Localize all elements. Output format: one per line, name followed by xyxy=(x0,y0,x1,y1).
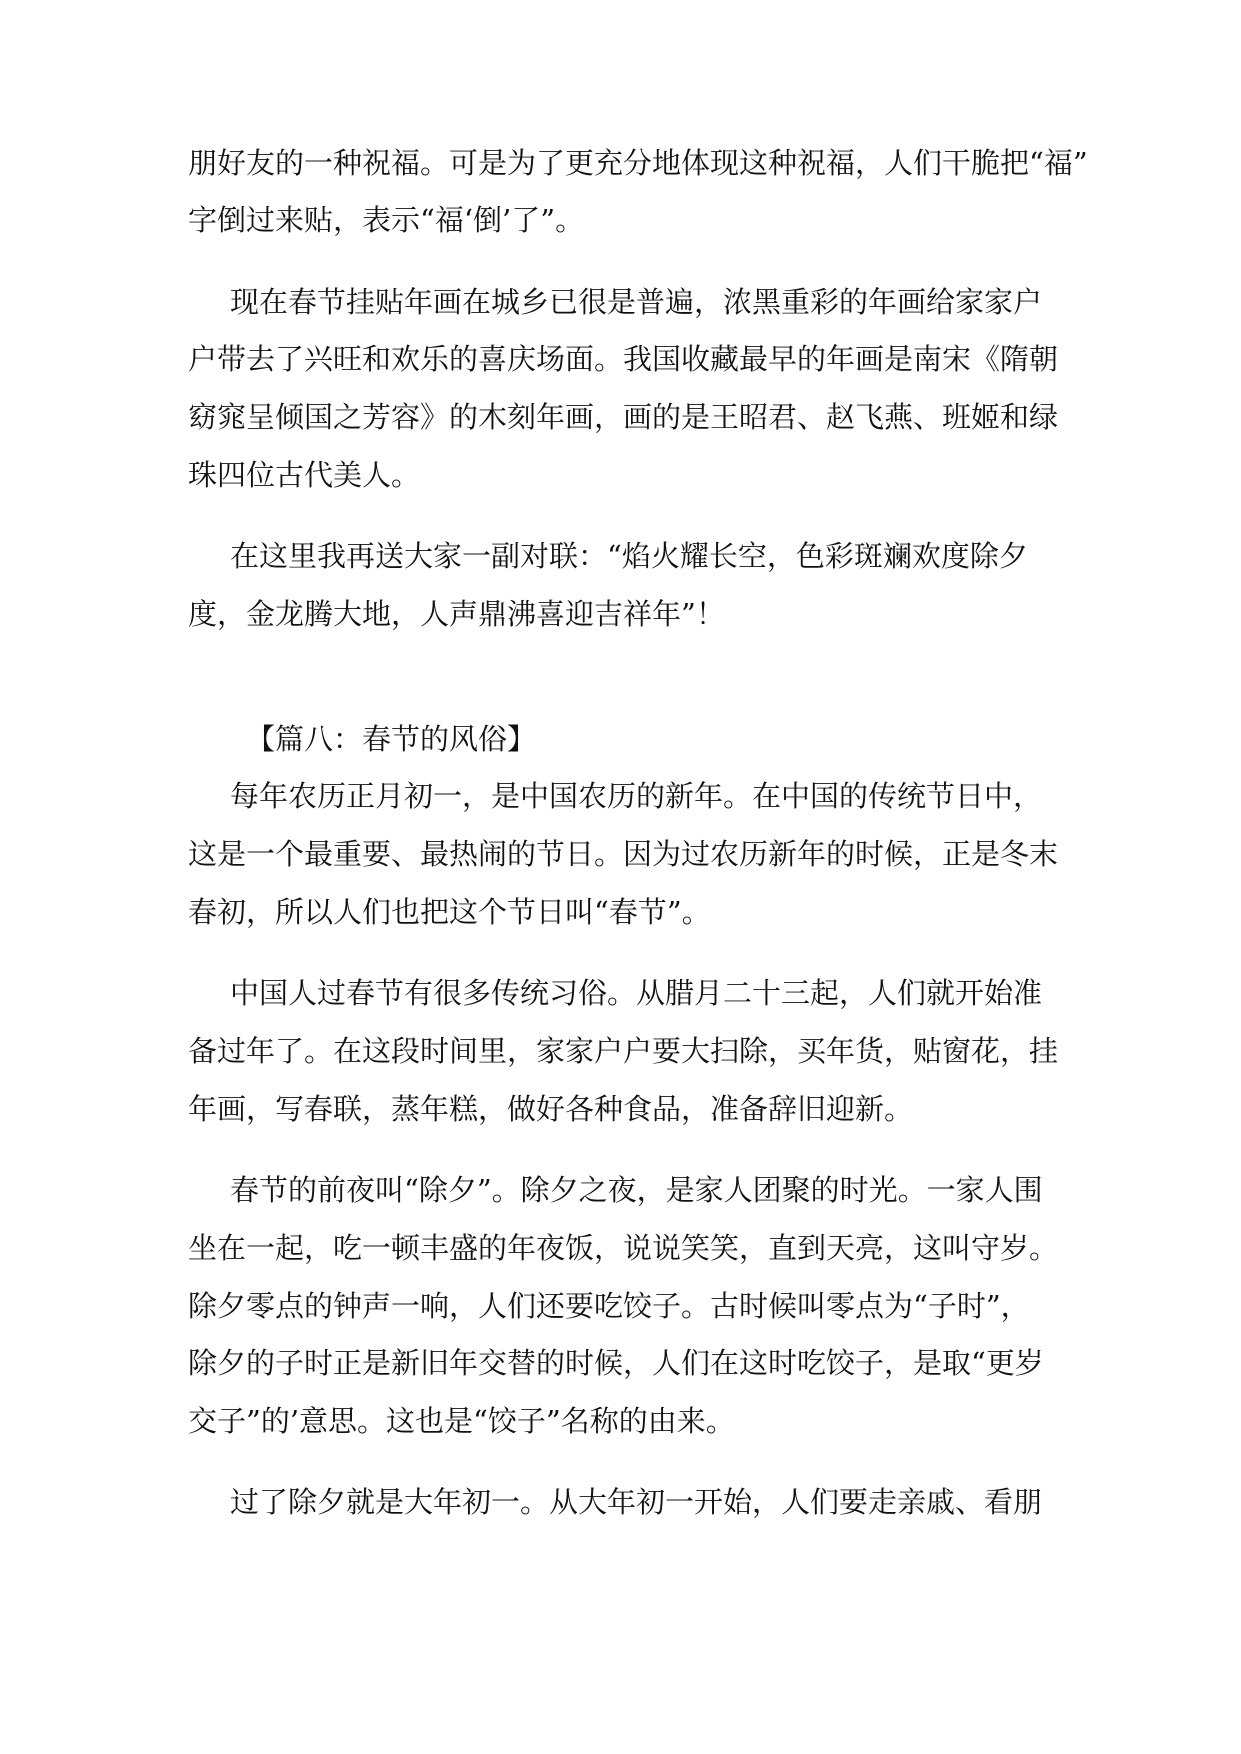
section-heading: 【篇八：春节的风俗】 xyxy=(246,722,537,756)
text-line: 交子”的’意思。这也是“饺子”名称的由来。 xyxy=(188,1404,735,1438)
text-line: 年画，写春联，蒸年糕，做好各种食品，准备辞旧迎新。 xyxy=(188,1092,914,1126)
text-line: 除夕零点的钟声一响，人们还要吃饺子。古时候叫零点为“子时”， xyxy=(188,1289,1030,1323)
text-line: 坐在一起，吃一顿丰盛的年夜饭，说说笑笑，直到天亮，这叫守岁。 xyxy=(188,1231,1059,1265)
text-line: 字倒过来贴，表示“福‘倒’了”。 xyxy=(188,203,585,237)
text-line: 春初，所以人们也把这个节日叫“春节”。 xyxy=(188,895,711,929)
text-line: 备过年了。在这段时间里，家家户户要大扫除，买年货，贴窗花，挂 xyxy=(188,1034,1059,1068)
text-line: 这是一个最重要、最热闹的节日。因为过农历新年的时候，正是冬末 xyxy=(188,837,1059,871)
text-line: 珠四位古代美人。 xyxy=(188,458,421,492)
text-line: 户带去了兴旺和欢乐的喜庆场面。我国收藏最早的年画是南宋《隋朝 xyxy=(188,342,1059,376)
paragraph-start: 现在春节挂贴年画在城乡已很是普遍，浓黑重彩的年画给家家户 xyxy=(230,285,1043,319)
text-line: 除夕的子时正是新旧年交替的时候，人们在这时吃饺子，是取“更岁 xyxy=(188,1346,1044,1380)
paragraph-start: 春节的前夜叫“除夕”。除夕之夜，是家人团聚的时光。一家人围 xyxy=(230,1173,1043,1207)
text-line: 度，金龙腾大地，人声鼎沸喜迎吉祥年”！ xyxy=(188,597,725,631)
paragraph-start: 中国人过春节有很多传统习俗。从腊月二十三起，人们就开始准 xyxy=(230,976,1043,1010)
text-line: 窈窕呈倾国之芳容》的木刻年画，画的是王昭君、赵飞燕、班姬和绿 xyxy=(188,400,1059,434)
text-line: 朋好友的一种祝福。可是为了更充分地体现这种祝福，人们干脆把“福” xyxy=(188,146,1088,180)
paragraph-start: 过了除夕就是大年初一。从大年初一开始，人们要走亲戚、看朋 xyxy=(230,1485,1043,1519)
paragraph-start: 每年农历正月初一，是中国农历的新年。在中国的传统节日中， xyxy=(230,779,1043,813)
paragraph-start: 在这里我再送大家一副对联：“焰火耀长空，色彩斑斓欢度除夕 xyxy=(230,539,1028,573)
